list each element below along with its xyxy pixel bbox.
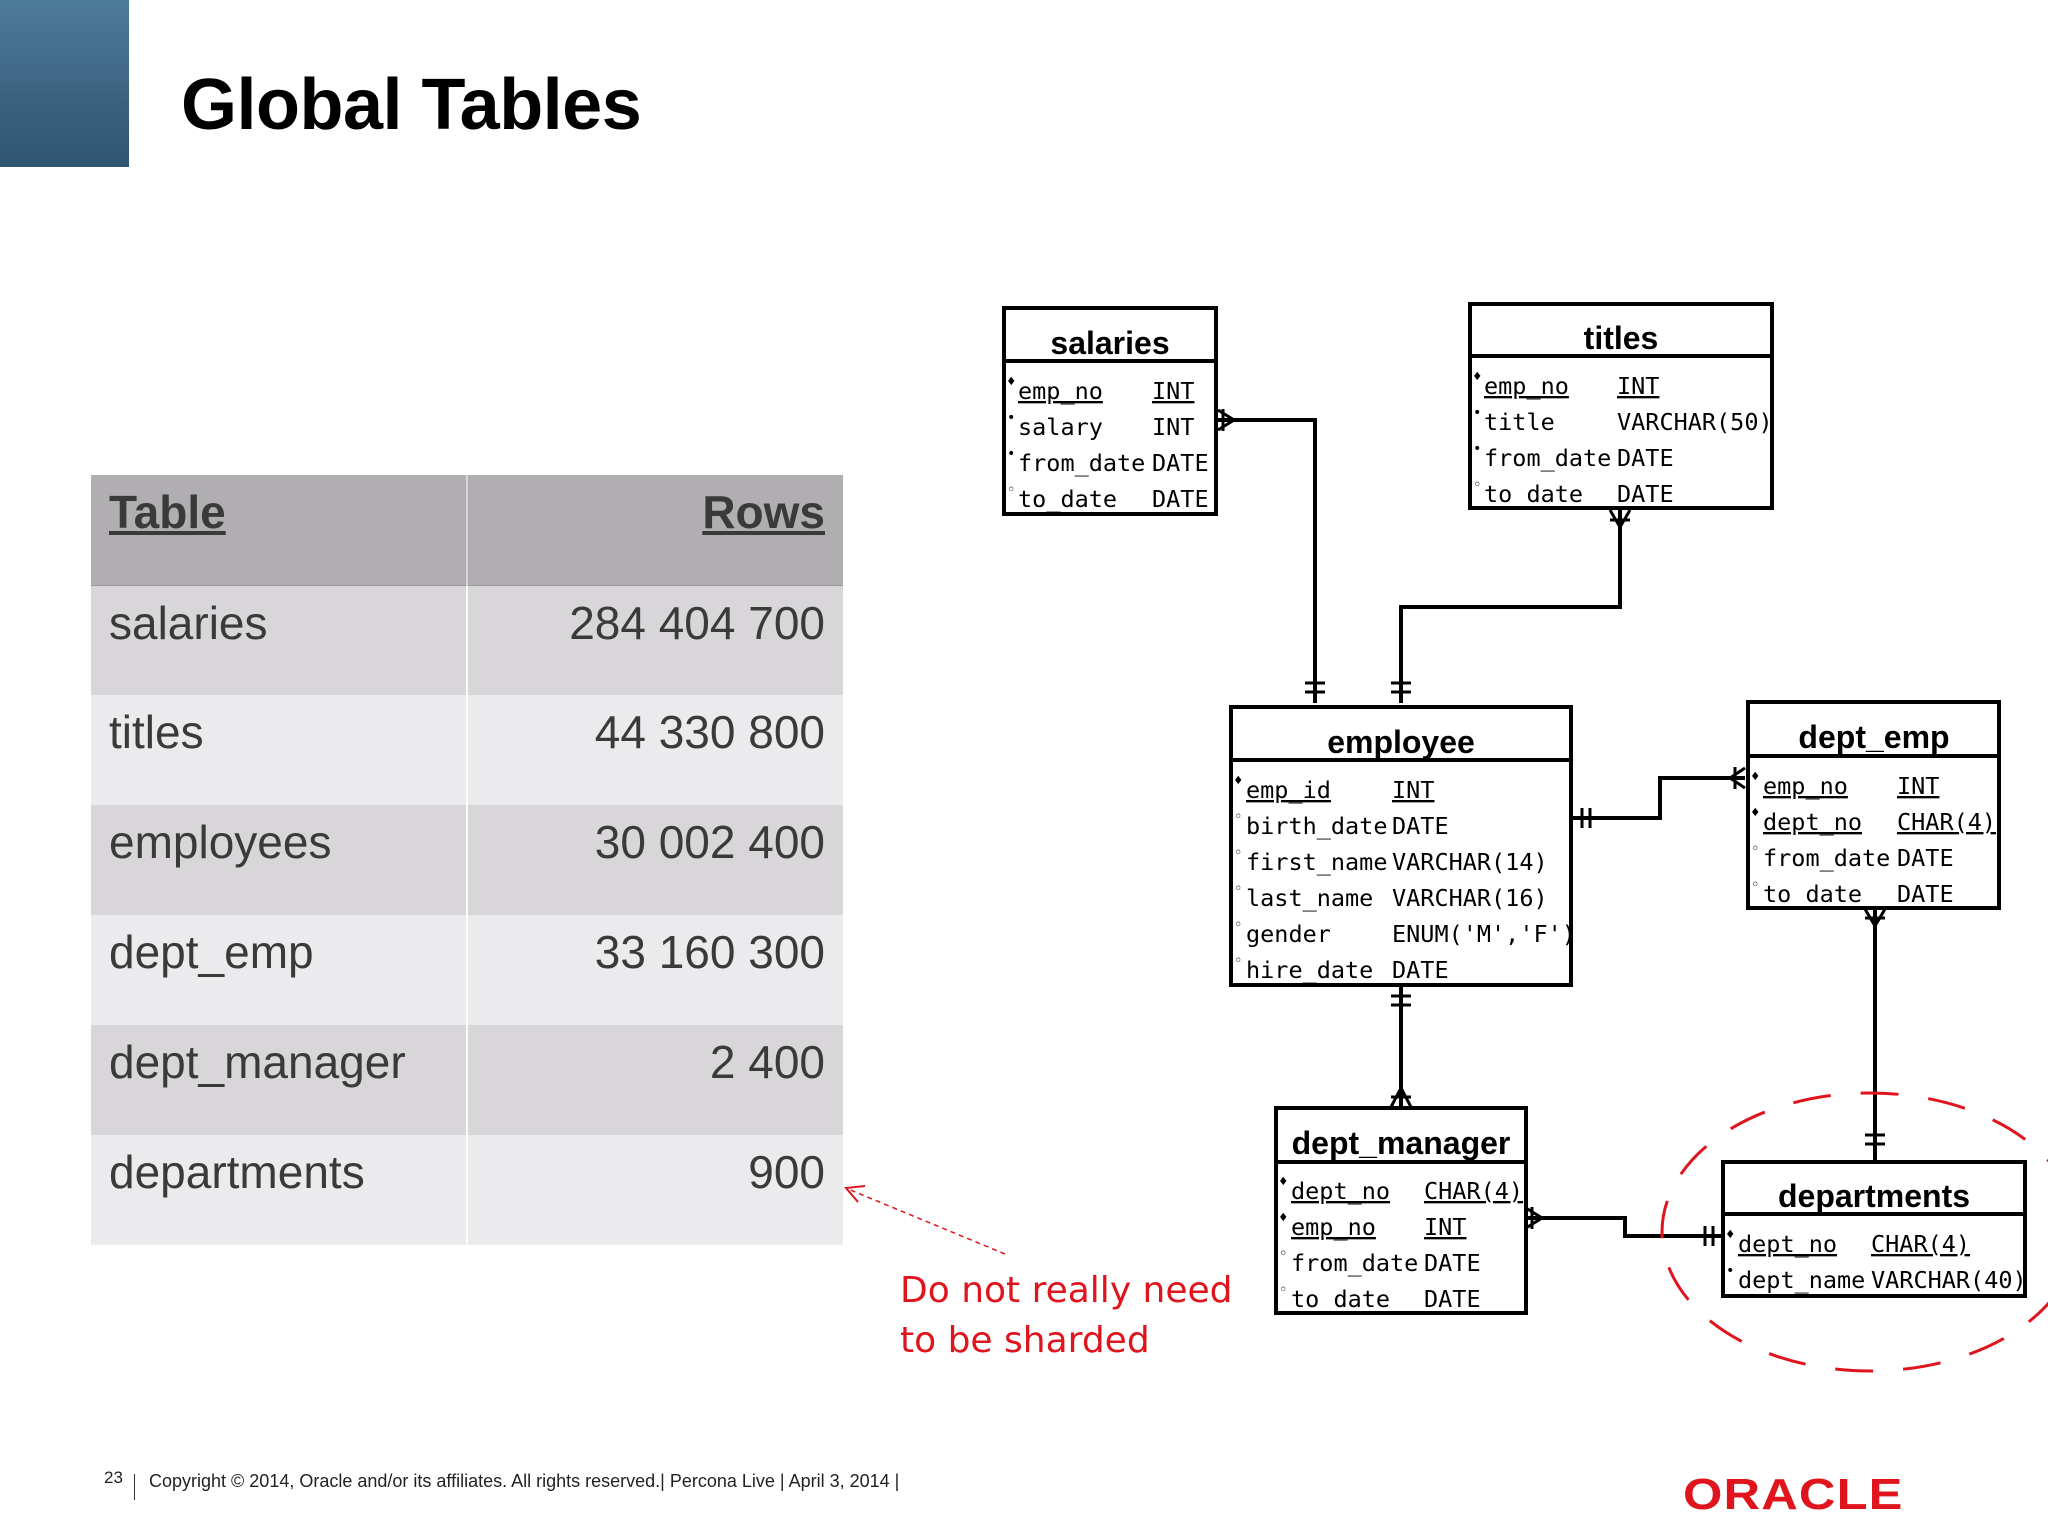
row-count-cell: 2 400 (467, 1025, 843, 1135)
attr-type: DATE (1897, 880, 1954, 908)
attr-type: INT (1897, 772, 1940, 800)
attr-type: INT (1152, 413, 1195, 441)
attr-name: last_name (1246, 884, 1374, 912)
attr-name: to_date (1291, 1285, 1391, 1313)
oracle-logo: ORACLE (1683, 1470, 1904, 1519)
attr-name: first_name (1246, 848, 1388, 876)
row-count-cell: 900 (467, 1135, 843, 1245)
rel-titles-employee (1401, 509, 1620, 703)
optional-bullet: ◦ (1007, 482, 1016, 498)
entity-title: departments (1777, 1178, 1971, 1214)
key-bullet: ♦ (1751, 769, 1760, 785)
slide-title: Global Tables (181, 65, 642, 145)
row-count-cell: 284 404 700 (467, 585, 843, 695)
attr-type: DATE (1152, 485, 1209, 513)
required-bullet: • (1007, 446, 1016, 462)
column-header-table: Table (91, 475, 467, 585)
attr-name: dept_no (1738, 1230, 1838, 1258)
attr-name: to_date (1484, 480, 1584, 508)
attr-type: CHAR(4) (1897, 808, 1997, 836)
annotation-line-1: Do not really need (900, 1270, 1233, 1311)
attr-type: INT (1392, 776, 1435, 804)
attr-type: DATE (1617, 480, 1674, 508)
optional-bullet: ◦ (1234, 845, 1243, 861)
footer-divider (134, 1474, 135, 1500)
optional-bullet: ◦ (1279, 1246, 1288, 1262)
attr-type: DATE (1424, 1249, 1481, 1277)
attr-type: ENUM('M','F') (1392, 920, 1576, 948)
key-bullet: ♦ (1726, 1227, 1735, 1243)
attr-type: INT (1617, 372, 1660, 400)
key-bullet: ♦ (1473, 369, 1482, 385)
attr-name: emp_no (1484, 372, 1569, 400)
rel-salaries-employee (1218, 420, 1315, 703)
optional-bullet: ◦ (1234, 809, 1243, 825)
entity-title: titles (1583, 320, 1659, 356)
column-header-rows: Rows (467, 475, 843, 585)
table-name-cell: titles (91, 695, 467, 805)
row-count-cell: 33 160 300 (467, 915, 843, 1025)
annotation-note (900, 1266, 1233, 1366)
attr-name: to_date (1018, 485, 1118, 513)
optional-bullet: ◦ (1279, 1282, 1288, 1298)
rel-employee-dept-emp (1572, 778, 1745, 818)
table-name-cell: departments (91, 1135, 467, 1245)
key-bullet: ♦ (1007, 374, 1016, 390)
attr-name: from_date (1484, 444, 1612, 472)
entity-title: salaries (1050, 325, 1170, 361)
attr-name: emp_id (1246, 776, 1331, 804)
copyright-text: Copyright © 2014, Oracle and/or its affiliates. All rights reserved.| Percona Live | April 3, 2014 | (149, 1471, 900, 1491)
attr-type: DATE (1617, 444, 1674, 472)
table-name-cell: employees (91, 805, 467, 915)
attr-type: DATE (1897, 844, 1954, 872)
table-name-cell: dept_manager (91, 1025, 467, 1135)
attr-type: VARCHAR(40) (1871, 1266, 2027, 1294)
row-count-cell: 44 330 800 (467, 695, 843, 805)
key-bullet: ♦ (1279, 1174, 1288, 1190)
attr-name: gender (1246, 920, 1331, 948)
required-bullet: • (1473, 405, 1482, 421)
attr-name: dept_no (1763, 808, 1863, 836)
attr-type: DATE (1152, 449, 1209, 477)
attr-type: VARCHAR(16) (1392, 884, 1548, 912)
attr-name: hire_date (1246, 956, 1374, 984)
required-bullet: • (1007, 410, 1016, 426)
attr-name: from_date (1018, 449, 1146, 477)
entity-title: employee (1327, 724, 1475, 760)
attr-type: DATE (1392, 956, 1449, 984)
row-count-cell: 30 002 400 (467, 805, 843, 915)
attr-type: DATE (1424, 1285, 1481, 1313)
attr-type: INT (1152, 377, 1195, 405)
attr-name: from_date (1291, 1249, 1419, 1277)
annotation-line-2: to be sharded (900, 1320, 1150, 1361)
attr-name: from_date (1763, 844, 1891, 872)
optional-bullet: ◦ (1473, 477, 1482, 493)
key-bullet: ♦ (1751, 805, 1760, 821)
entity-title: dept_manager (1291, 1125, 1511, 1161)
attr-name: to_date (1763, 880, 1863, 908)
attr-type: CHAR(4) (1424, 1177, 1524, 1205)
optional-bullet: ◦ (1751, 877, 1760, 893)
attr-name: title (1484, 408, 1555, 436)
required-bullet: • (1473, 441, 1482, 457)
attr-type: INT (1424, 1213, 1467, 1241)
rel-dept-manager-departments (1526, 1218, 1721, 1236)
table-name-cell: salaries (91, 585, 467, 695)
attr-type: VARCHAR(50) (1617, 408, 1773, 436)
optional-bullet: ◦ (1234, 917, 1243, 933)
entity-title: dept_emp (1798, 719, 1950, 755)
required-bullet: • (1726, 1263, 1735, 1279)
attr-name: emp_no (1291, 1213, 1376, 1241)
attr-name: salary (1018, 413, 1103, 441)
optional-bullet: ◦ (1234, 953, 1243, 969)
annotation-arrow (846, 1186, 1005, 1254)
attr-name: dept_name (1738, 1266, 1866, 1294)
key-bullet: ♦ (1279, 1210, 1288, 1226)
optional-bullet: ◦ (1234, 881, 1243, 897)
attr-name: emp_no (1018, 377, 1103, 405)
key-bullet: ♦ (1234, 773, 1243, 789)
attr-type: CHAR(4) (1871, 1230, 1971, 1258)
attr-name: dept_no (1291, 1177, 1391, 1205)
attr-name: birth_date (1246, 812, 1388, 840)
attr-name: emp_no (1763, 772, 1848, 800)
attr-type: DATE (1392, 812, 1449, 840)
attr-type: VARCHAR(14) (1392, 848, 1548, 876)
page-number: 23 (104, 1468, 123, 1487)
optional-bullet: ◦ (1751, 841, 1760, 857)
table-name-cell: dept_emp (91, 915, 467, 1025)
